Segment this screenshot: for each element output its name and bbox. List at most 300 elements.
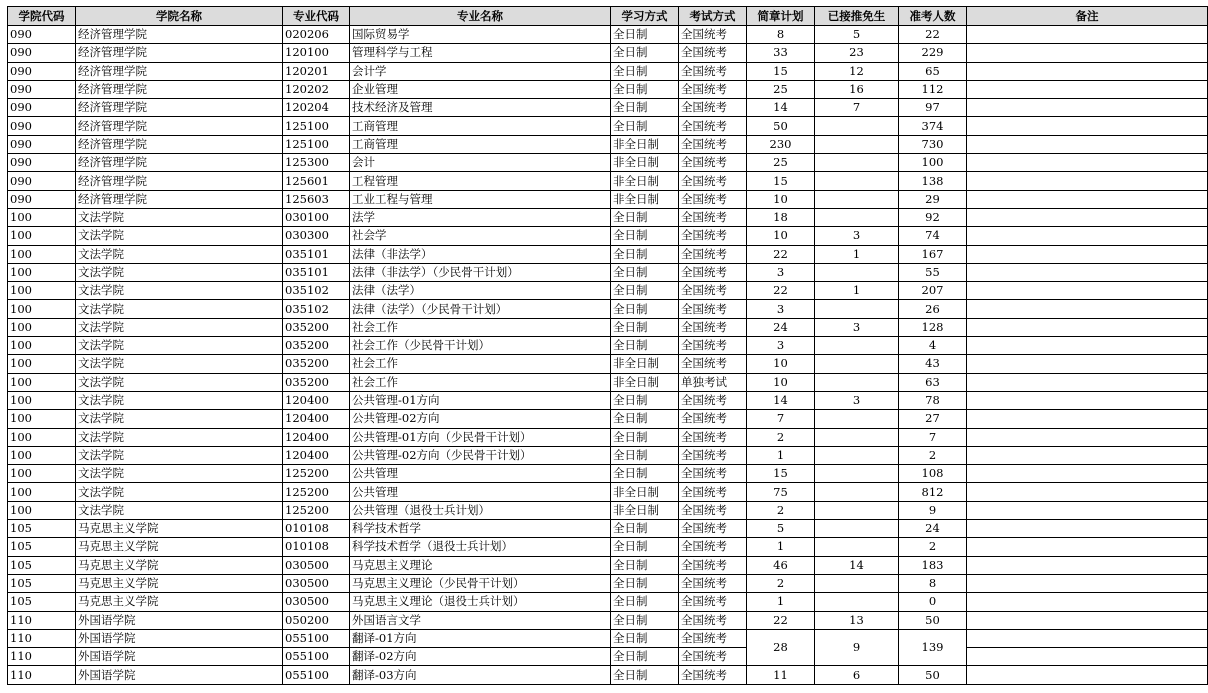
cell-major-code[interactable]: 120202 xyxy=(283,80,350,98)
cell-major-code[interactable]: 120400 xyxy=(283,446,350,464)
cell-plan[interactable]: 22 xyxy=(747,611,815,629)
cell-exam-mode[interactable]: 全国统考 xyxy=(679,263,747,281)
cell-major-code[interactable]: 120204 xyxy=(283,99,350,117)
cell-remarks[interactable] xyxy=(967,611,1208,629)
cell-plan[interactable]: 25 xyxy=(747,80,815,98)
cell-study-mode[interactable]: 全日制 xyxy=(611,520,679,538)
cell-major-name[interactable]: 工业工程与管理 xyxy=(350,190,611,208)
cell-applicants[interactable]: 50 xyxy=(899,611,967,629)
cell-recommended[interactable]: 3 xyxy=(815,391,899,409)
cell-exam-mode[interactable]: 全国统考 xyxy=(679,172,747,190)
cell-recommended[interactable] xyxy=(815,208,899,226)
cell-exam-mode[interactable]: 全国统考 xyxy=(679,391,747,409)
cell-college-code[interactable]: 100 xyxy=(8,446,76,464)
cell-study-mode[interactable]: 全日制 xyxy=(611,26,679,44)
cell-remarks[interactable] xyxy=(967,117,1208,135)
cell-plan[interactable]: 10 xyxy=(747,355,815,373)
cell-recommended[interactable] xyxy=(815,337,899,355)
cell-plan[interactable]: 14 xyxy=(747,391,815,409)
cell-plan[interactable]: 1 xyxy=(747,538,815,556)
cell-plan[interactable]: 75 xyxy=(747,483,815,501)
cell-major-code[interactable]: 035101 xyxy=(283,245,350,263)
cell-major-code[interactable]: 030500 xyxy=(283,574,350,592)
cell-major-name[interactable]: 马克思主义理论（退役士兵计划） xyxy=(350,593,611,611)
cell-plan[interactable]: 2 xyxy=(747,428,815,446)
cell-study-mode[interactable]: 非全日制 xyxy=(611,135,679,153)
cell-college-name[interactable]: 马克思主义学院 xyxy=(76,538,283,556)
cell-college-name[interactable]: 文法学院 xyxy=(76,373,283,391)
cell-plan[interactable]: 22 xyxy=(747,282,815,300)
cell-major-code[interactable]: 030500 xyxy=(283,556,350,574)
cell-college-code[interactable]: 100 xyxy=(8,318,76,336)
cell-exam-mode[interactable]: 全国统考 xyxy=(679,593,747,611)
cell-exam-mode[interactable]: 全国统考 xyxy=(679,80,747,98)
cell-exam-mode[interactable]: 全国统考 xyxy=(679,446,747,464)
cell-remarks[interactable] xyxy=(967,666,1208,684)
cell-applicants[interactable]: 9 xyxy=(899,501,967,519)
cell-applicants[interactable]: 2 xyxy=(899,446,967,464)
cell-applicants[interactable]: 65 xyxy=(899,62,967,80)
cell-college-name[interactable]: 文法学院 xyxy=(76,465,283,483)
cell-study-mode[interactable]: 全日制 xyxy=(611,446,679,464)
cell-study-mode[interactable]: 全日制 xyxy=(611,611,679,629)
cell-applicants[interactable]: 139 xyxy=(899,629,967,666)
cell-major-code[interactable]: 010108 xyxy=(283,520,350,538)
cell-study-mode[interactable]: 全日制 xyxy=(611,574,679,592)
cell-remarks[interactable] xyxy=(967,135,1208,153)
cell-major-code[interactable]: 035200 xyxy=(283,373,350,391)
cell-exam-mode[interactable]: 全国统考 xyxy=(679,282,747,300)
cell-plan[interactable]: 22 xyxy=(747,245,815,263)
cell-applicants[interactable]: 0 xyxy=(899,593,967,611)
cell-major-code[interactable]: 035101 xyxy=(283,263,350,281)
cell-recommended[interactable] xyxy=(815,446,899,464)
cell-college-name[interactable]: 经济管理学院 xyxy=(76,172,283,190)
cell-plan[interactable]: 7 xyxy=(747,410,815,428)
cell-major-name[interactable]: 公共管理-02方向（少民骨干计划） xyxy=(350,446,611,464)
header-major-name[interactable]: 专业名称 xyxy=(350,7,611,26)
cell-major-code[interactable]: 035200 xyxy=(283,337,350,355)
cell-major-code[interactable]: 125300 xyxy=(283,154,350,172)
cell-college-code[interactable]: 100 xyxy=(8,373,76,391)
cell-exam-mode[interactable]: 全国统考 xyxy=(679,629,747,647)
cell-major-code[interactable]: 050200 xyxy=(283,611,350,629)
cell-college-code[interactable]: 090 xyxy=(8,135,76,153)
cell-college-code[interactable]: 090 xyxy=(8,62,76,80)
cell-remarks[interactable] xyxy=(967,446,1208,464)
cell-college-code[interactable]: 105 xyxy=(8,593,76,611)
cell-college-name[interactable]: 文法学院 xyxy=(76,483,283,501)
cell-exam-mode[interactable]: 全国统考 xyxy=(679,44,747,62)
cell-major-code[interactable]: 035200 xyxy=(283,318,350,336)
cell-applicants[interactable]: 812 xyxy=(899,483,967,501)
cell-college-code[interactable]: 110 xyxy=(8,629,76,647)
cell-college-name[interactable]: 文法学院 xyxy=(76,428,283,446)
cell-college-name[interactable]: 经济管理学院 xyxy=(76,190,283,208)
cell-recommended[interactable]: 14 xyxy=(815,556,899,574)
cell-remarks[interactable] xyxy=(967,245,1208,263)
cell-recommended[interactable] xyxy=(815,300,899,318)
cell-applicants[interactable]: 63 xyxy=(899,373,967,391)
cell-major-code[interactable]: 035102 xyxy=(283,282,350,300)
cell-major-code[interactable]: 125200 xyxy=(283,483,350,501)
cell-remarks[interactable] xyxy=(967,574,1208,592)
cell-recommended[interactable] xyxy=(815,154,899,172)
cell-college-name[interactable]: 文法学院 xyxy=(76,208,283,226)
cell-recommended[interactable]: 7 xyxy=(815,99,899,117)
cell-plan[interactable]: 33 xyxy=(747,44,815,62)
cell-recommended[interactable] xyxy=(815,373,899,391)
cell-plan[interactable]: 24 xyxy=(747,318,815,336)
cell-college-name[interactable]: 马克思主义学院 xyxy=(76,593,283,611)
cell-recommended[interactable]: 1 xyxy=(815,245,899,263)
cell-remarks[interactable] xyxy=(967,300,1208,318)
cell-college-code[interactable]: 110 xyxy=(8,648,76,666)
header-college-name[interactable]: 学院名称 xyxy=(76,7,283,26)
cell-exam-mode[interactable]: 全国统考 xyxy=(679,574,747,592)
cell-college-name[interactable]: 经济管理学院 xyxy=(76,80,283,98)
cell-exam-mode[interactable]: 全国统考 xyxy=(679,410,747,428)
cell-study-mode[interactable]: 全日制 xyxy=(611,410,679,428)
cell-recommended[interactable] xyxy=(815,172,899,190)
cell-college-code[interactable]: 100 xyxy=(8,282,76,300)
cell-applicants[interactable]: 78 xyxy=(899,391,967,409)
cell-college-name[interactable]: 文法学院 xyxy=(76,282,283,300)
cell-major-code[interactable]: 120100 xyxy=(283,44,350,62)
cell-college-name[interactable]: 经济管理学院 xyxy=(76,26,283,44)
cell-college-name[interactable]: 经济管理学院 xyxy=(76,62,283,80)
cell-recommended[interactable]: 12 xyxy=(815,62,899,80)
cell-remarks[interactable] xyxy=(967,373,1208,391)
cell-major-name[interactable]: 法律（非法学） xyxy=(350,245,611,263)
cell-plan[interactable]: 8 xyxy=(747,26,815,44)
cell-applicants[interactable]: 100 xyxy=(899,154,967,172)
cell-college-name[interactable]: 文法学院 xyxy=(76,300,283,318)
cell-recommended[interactable]: 23 xyxy=(815,44,899,62)
cell-college-code[interactable]: 100 xyxy=(8,263,76,281)
cell-remarks[interactable] xyxy=(967,80,1208,98)
cell-study-mode[interactable]: 全日制 xyxy=(611,62,679,80)
cell-remarks[interactable] xyxy=(967,62,1208,80)
cell-major-name[interactable]: 法律（法学）（少民骨干计划） xyxy=(350,300,611,318)
cell-exam-mode[interactable]: 全国统考 xyxy=(679,117,747,135)
cell-major-name[interactable]: 技术经济及管理 xyxy=(350,99,611,117)
cell-applicants[interactable]: 55 xyxy=(899,263,967,281)
cell-study-mode[interactable]: 全日制 xyxy=(611,556,679,574)
cell-major-name[interactable]: 公共管理-02方向 xyxy=(350,410,611,428)
cell-college-name[interactable]: 外国语学院 xyxy=(76,611,283,629)
cell-exam-mode[interactable]: 全国统考 xyxy=(679,154,747,172)
cell-plan[interactable]: 25 xyxy=(747,154,815,172)
cell-major-name[interactable]: 企业管理 xyxy=(350,80,611,98)
cell-major-name[interactable]: 公共管理-01方向 xyxy=(350,391,611,409)
header-major-code[interactable]: 专业代码 xyxy=(283,7,350,26)
cell-plan[interactable]: 10 xyxy=(747,227,815,245)
cell-plan[interactable]: 3 xyxy=(747,337,815,355)
cell-exam-mode[interactable]: 全国统考 xyxy=(679,227,747,245)
cell-college-name[interactable]: 外国语学院 xyxy=(76,629,283,647)
cell-study-mode[interactable]: 全日制 xyxy=(611,44,679,62)
cell-college-code[interactable]: 100 xyxy=(8,410,76,428)
cell-college-code[interactable]: 100 xyxy=(8,300,76,318)
cell-major-name[interactable]: 公共管理 xyxy=(350,465,611,483)
cell-college-code[interactable]: 090 xyxy=(8,99,76,117)
cell-major-name[interactable]: 科学技术哲学 xyxy=(350,520,611,538)
cell-major-code[interactable]: 125100 xyxy=(283,117,350,135)
cell-study-mode[interactable]: 非全日制 xyxy=(611,355,679,373)
cell-plan[interactable]: 1 xyxy=(747,593,815,611)
cell-recommended[interactable] xyxy=(815,465,899,483)
cell-remarks[interactable] xyxy=(967,556,1208,574)
cell-major-name[interactable]: 管理科学与工程 xyxy=(350,44,611,62)
cell-major-code[interactable]: 055100 xyxy=(283,629,350,647)
cell-college-code[interactable]: 090 xyxy=(8,190,76,208)
cell-exam-mode[interactable]: 全国统考 xyxy=(679,62,747,80)
cell-college-code[interactable]: 100 xyxy=(8,483,76,501)
cell-applicants[interactable]: 112 xyxy=(899,80,967,98)
cell-recommended[interactable]: 3 xyxy=(815,318,899,336)
cell-college-code[interactable]: 090 xyxy=(8,172,76,190)
cell-study-mode[interactable]: 非全日制 xyxy=(611,483,679,501)
cell-plan[interactable]: 1 xyxy=(747,446,815,464)
cell-study-mode[interactable]: 非全日制 xyxy=(611,190,679,208)
cell-major-name[interactable]: 外国语言文学 xyxy=(350,611,611,629)
cell-remarks[interactable] xyxy=(967,538,1208,556)
cell-major-name[interactable]: 公共管理-01方向（少民骨干计划） xyxy=(350,428,611,446)
cell-recommended[interactable] xyxy=(815,135,899,153)
cell-remarks[interactable] xyxy=(967,391,1208,409)
cell-major-code[interactable]: 120201 xyxy=(283,62,350,80)
cell-applicants[interactable]: 22 xyxy=(899,26,967,44)
cell-exam-mode[interactable]: 全国统考 xyxy=(679,26,747,44)
cell-major-code[interactable]: 055100 xyxy=(283,648,350,666)
cell-applicants[interactable]: 138 xyxy=(899,172,967,190)
cell-study-mode[interactable]: 全日制 xyxy=(611,318,679,336)
cell-study-mode[interactable]: 非全日制 xyxy=(611,373,679,391)
cell-study-mode[interactable]: 全日制 xyxy=(611,538,679,556)
cell-exam-mode[interactable]: 全国统考 xyxy=(679,611,747,629)
cell-applicants[interactable]: 7 xyxy=(899,428,967,446)
cell-exam-mode[interactable]: 全国统考 xyxy=(679,648,747,666)
cell-recommended[interactable] xyxy=(815,483,899,501)
cell-plan[interactable]: 11 xyxy=(747,666,815,684)
cell-study-mode[interactable]: 全日制 xyxy=(611,80,679,98)
cell-study-mode[interactable]: 全日制 xyxy=(611,465,679,483)
cell-remarks[interactable] xyxy=(967,648,1208,666)
cell-major-name[interactable]: 工商管理 xyxy=(350,117,611,135)
cell-applicants[interactable]: 108 xyxy=(899,465,967,483)
cell-college-code[interactable]: 090 xyxy=(8,26,76,44)
cell-applicants[interactable]: 29 xyxy=(899,190,967,208)
cell-recommended[interactable] xyxy=(815,190,899,208)
cell-study-mode[interactable]: 全日制 xyxy=(611,648,679,666)
cell-plan[interactable]: 10 xyxy=(747,373,815,391)
cell-college-name[interactable]: 经济管理学院 xyxy=(76,154,283,172)
cell-applicants[interactable]: 128 xyxy=(899,318,967,336)
cell-recommended[interactable] xyxy=(815,574,899,592)
cell-exam-mode[interactable]: 全国统考 xyxy=(679,666,747,684)
cell-plan[interactable]: 10 xyxy=(747,190,815,208)
cell-exam-mode[interactable]: 单独考试 xyxy=(679,373,747,391)
cell-college-name[interactable]: 外国语学院 xyxy=(76,666,283,684)
cell-applicants[interactable]: 26 xyxy=(899,300,967,318)
header-exam-mode[interactable]: 考试方式 xyxy=(679,7,747,26)
cell-applicants[interactable]: 374 xyxy=(899,117,967,135)
cell-major-code[interactable]: 120400 xyxy=(283,428,350,446)
cell-college-name[interactable]: 文法学院 xyxy=(76,391,283,409)
cell-exam-mode[interactable]: 全国统考 xyxy=(679,135,747,153)
cell-recommended[interactable] xyxy=(815,520,899,538)
cell-recommended[interactable] xyxy=(815,117,899,135)
cell-major-code[interactable]: 030300 xyxy=(283,227,350,245)
cell-major-code[interactable]: 125200 xyxy=(283,465,350,483)
cell-remarks[interactable] xyxy=(967,26,1208,44)
cell-major-code[interactable]: 125601 xyxy=(283,172,350,190)
cell-study-mode[interactable]: 全日制 xyxy=(611,282,679,300)
cell-study-mode[interactable]: 全日制 xyxy=(611,629,679,647)
cell-college-code[interactable]: 090 xyxy=(8,117,76,135)
cell-study-mode[interactable]: 非全日制 xyxy=(611,501,679,519)
cell-major-name[interactable]: 翻译-01方向 xyxy=(350,629,611,647)
cell-recommended[interactable] xyxy=(815,501,899,519)
cell-remarks[interactable] xyxy=(967,428,1208,446)
header-study-mode[interactable]: 学习方式 xyxy=(611,7,679,26)
cell-exam-mode[interactable]: 全国统考 xyxy=(679,520,747,538)
cell-applicants[interactable]: 27 xyxy=(899,410,967,428)
cell-applicants[interactable]: 730 xyxy=(899,135,967,153)
cell-college-name[interactable]: 经济管理学院 xyxy=(76,117,283,135)
cell-major-name[interactable]: 法律（法学） xyxy=(350,282,611,300)
cell-college-name[interactable]: 外国语学院 xyxy=(76,648,283,666)
cell-applicants[interactable]: 167 xyxy=(899,245,967,263)
cell-major-name[interactable]: 法学 xyxy=(350,208,611,226)
cell-college-name[interactable]: 文法学院 xyxy=(76,245,283,263)
cell-major-name[interactable]: 会计学 xyxy=(350,62,611,80)
cell-remarks[interactable] xyxy=(967,44,1208,62)
cell-college-name[interactable]: 文法学院 xyxy=(76,337,283,355)
cell-exam-mode[interactable]: 全国统考 xyxy=(679,501,747,519)
cell-applicants[interactable]: 74 xyxy=(899,227,967,245)
cell-college-code[interactable]: 100 xyxy=(8,208,76,226)
cell-recommended[interactable] xyxy=(815,410,899,428)
cell-plan[interactable]: 230 xyxy=(747,135,815,153)
cell-plan[interactable]: 18 xyxy=(747,208,815,226)
cell-recommended[interactable]: 9 xyxy=(815,629,899,666)
cell-college-code[interactable]: 105 xyxy=(8,556,76,574)
cell-exam-mode[interactable]: 全国统考 xyxy=(679,245,747,263)
cell-college-code[interactable]: 100 xyxy=(8,245,76,263)
cell-college-name[interactable]: 马克思主义学院 xyxy=(76,520,283,538)
cell-study-mode[interactable]: 全日制 xyxy=(611,337,679,355)
cell-study-mode[interactable]: 全日制 xyxy=(611,227,679,245)
cell-remarks[interactable] xyxy=(967,263,1208,281)
cell-study-mode[interactable]: 全日制 xyxy=(611,208,679,226)
cell-exam-mode[interactable]: 全国统考 xyxy=(679,318,747,336)
cell-applicants[interactable]: 43 xyxy=(899,355,967,373)
header-remarks[interactable]: 备注 xyxy=(967,7,1208,26)
cell-remarks[interactable] xyxy=(967,282,1208,300)
cell-college-code[interactable]: 090 xyxy=(8,154,76,172)
header-applicants[interactable]: 准考人数 xyxy=(899,7,967,26)
cell-recommended[interactable]: 3 xyxy=(815,227,899,245)
cell-study-mode[interactable]: 全日制 xyxy=(611,245,679,263)
cell-major-code[interactable]: 030100 xyxy=(283,208,350,226)
cell-study-mode[interactable]: 全日制 xyxy=(611,391,679,409)
cell-recommended[interactable] xyxy=(815,263,899,281)
cell-exam-mode[interactable]: 全国统考 xyxy=(679,355,747,373)
cell-remarks[interactable] xyxy=(967,465,1208,483)
cell-study-mode[interactable]: 非全日制 xyxy=(611,154,679,172)
cell-college-name[interactable]: 文法学院 xyxy=(76,410,283,428)
cell-remarks[interactable] xyxy=(967,227,1208,245)
cell-exam-mode[interactable]: 全国统考 xyxy=(679,465,747,483)
cell-major-code[interactable]: 035102 xyxy=(283,300,350,318)
cell-plan[interactable]: 2 xyxy=(747,574,815,592)
cell-applicants[interactable]: 229 xyxy=(899,44,967,62)
cell-major-name[interactable]: 法律（非法学）（少民骨干计划） xyxy=(350,263,611,281)
cell-remarks[interactable] xyxy=(967,172,1208,190)
cell-remarks[interactable] xyxy=(967,629,1208,647)
cell-study-mode[interactable]: 全日制 xyxy=(611,666,679,684)
cell-plan[interactable]: 14 xyxy=(747,99,815,117)
cell-major-code[interactable]: 055100 xyxy=(283,666,350,684)
cell-recommended[interactable]: 6 xyxy=(815,666,899,684)
cell-remarks[interactable] xyxy=(967,501,1208,519)
cell-plan[interactable]: 2 xyxy=(747,501,815,519)
cell-recommended[interactable] xyxy=(815,355,899,373)
cell-recommended[interactable]: 13 xyxy=(815,611,899,629)
cell-exam-mode[interactable]: 全国统考 xyxy=(679,208,747,226)
cell-college-name[interactable]: 马克思主义学院 xyxy=(76,574,283,592)
cell-remarks[interactable] xyxy=(967,154,1208,172)
cell-major-code[interactable]: 125100 xyxy=(283,135,350,153)
cell-college-code[interactable]: 090 xyxy=(8,44,76,62)
cell-remarks[interactable] xyxy=(967,208,1208,226)
cell-applicants[interactable]: 50 xyxy=(899,666,967,684)
cell-remarks[interactable] xyxy=(967,520,1208,538)
cell-study-mode[interactable]: 全日制 xyxy=(611,263,679,281)
cell-applicants[interactable]: 8 xyxy=(899,574,967,592)
cell-major-name[interactable]: 马克思主义理论 xyxy=(350,556,611,574)
cell-exam-mode[interactable]: 全国统考 xyxy=(679,538,747,556)
cell-major-code[interactable]: 120400 xyxy=(283,391,350,409)
cell-major-name[interactable]: 公共管理 xyxy=(350,483,611,501)
cell-college-code[interactable]: 110 xyxy=(8,666,76,684)
cell-plan[interactable]: 3 xyxy=(747,300,815,318)
cell-major-code[interactable]: 125200 xyxy=(283,501,350,519)
cell-college-name[interactable]: 文法学院 xyxy=(76,318,283,336)
cell-college-code[interactable]: 105 xyxy=(8,574,76,592)
cell-plan[interactable]: 15 xyxy=(747,62,815,80)
cell-remarks[interactable] xyxy=(967,318,1208,336)
cell-remarks[interactable] xyxy=(967,355,1208,373)
cell-exam-mode[interactable]: 全国统考 xyxy=(679,99,747,117)
cell-college-name[interactable]: 文法学院 xyxy=(76,263,283,281)
cell-college-code[interactable]: 105 xyxy=(8,538,76,556)
cell-major-code[interactable]: 125603 xyxy=(283,190,350,208)
cell-major-name[interactable]: 社会工作（少民骨干计划） xyxy=(350,337,611,355)
cell-study-mode[interactable]: 全日制 xyxy=(611,428,679,446)
cell-study-mode[interactable]: 全日制 xyxy=(611,99,679,117)
cell-college-code[interactable]: 100 xyxy=(8,428,76,446)
cell-recommended[interactable]: 16 xyxy=(815,80,899,98)
cell-college-code[interactable]: 100 xyxy=(8,501,76,519)
cell-applicants[interactable]: 24 xyxy=(899,520,967,538)
cell-college-code[interactable]: 090 xyxy=(8,80,76,98)
cell-study-mode[interactable]: 全日制 xyxy=(611,117,679,135)
cell-college-name[interactable]: 文法学院 xyxy=(76,446,283,464)
header-plan[interactable]: 简章计划 xyxy=(747,7,815,26)
